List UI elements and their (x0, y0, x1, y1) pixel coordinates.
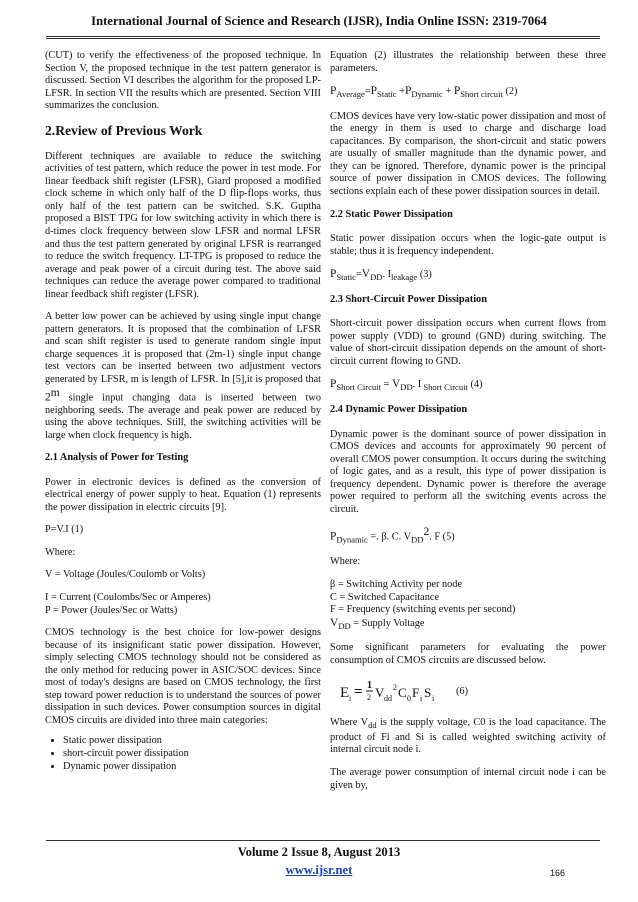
bullet-list (45, 735, 321, 773)
definition: C = Switched Capacitance (330, 591, 440, 603)
eq6-s-sub: i (432, 694, 435, 704)
paragraph: CMOS devices have very low-static power dissipation and most of the energy in them is used to charge and discharge load capacitances. By comparison, the short-circuit and static powers are usually of smaller magnitude than the dynamic power, and they can be ignored. Therefore, dynamic power is the principal source of power dissipation in CMOS devices. The following sections explain each of these power dissipation sources in detail. (330, 110, 606, 197)
footer-rule (46, 840, 600, 841)
equation-5: $P_{Dynamic}$ =. β. C. $V_{DD}^2$. F (5) (330, 526, 455, 545)
paragraph: A better low power can be achieved by using single input change pattern generators. It is proposed that the combination of LFSR and scan shift register is used to generate random single input charge sequences .it is proposed that (2m-1) single input change test vectors can be inserted between two adjustment vectors generated by LFSR, m is length of LFSR. In [5],it is proposed that 2$^m$ single input changing data is inserted between two neighboring seeds. The average and peak power are reduced by using the above techniques. Still, the switching activities will be large when clock frequency is high. (45, 311, 321, 441)
eq6-s: S (424, 685, 432, 701)
equation-4: $P_{Short Circuit} = V_{DD}$. I $_{Short Circuit}$ (4) (330, 378, 483, 393)
eq6-c: C (398, 685, 407, 701)
eq6-numerator: 1 (367, 680, 372, 692)
definition: β = Switching Activity per node (330, 579, 463, 591)
journal-header: International Journal of Science and Research (IJSR), India Online ISSN: 2319-7064 (91, 14, 547, 28)
paragraph: (CUT) to verify the effectiveness of the proposed technique. In Section V, the proposed technique in the test pattern generator is discussed. Section VI describes the algorithm for the proposed LP-LFSR. In section VII the results which are presented. Section VIII summarizes the conclusion. (45, 50, 321, 112)
paragraph: Some significant parameters for evaluating the power consumption of CMOS circuits are discussed below. (330, 642, 606, 666)
header-rule (46, 36, 600, 39)
list-item: • short-circuit power dissipation (63, 748, 321, 761)
energy-formula-graphic (338, 677, 448, 707)
definition: V = Voltage (Joules/Coulomb or Volts) (45, 569, 206, 581)
eq6-e-sub: i (349, 694, 352, 704)
subsection-heading: 2.3 Short-Circuit Power Dissipation (330, 293, 487, 305)
eq6-c-sub: 0 (407, 694, 411, 704)
subsection-heading: 2.4 Dynamic Power Dissipation (330, 404, 468, 416)
paragraph: Equation (2) illustrates the relationship between these three parameters. (330, 50, 606, 74)
page-number: 166 (550, 868, 566, 878)
eq6-equals: = (354, 684, 363, 701)
eq6-denominator: 2 (367, 693, 371, 703)
definition: F = Frequency (switching events per second) (330, 604, 516, 616)
eq6-f: F (412, 685, 420, 701)
section-heading: 2.Review of Previous Work (45, 122, 203, 138)
paragraph: Where $V_{dd}$ is the supply voltage, C0 is the load capacitance. The product of Fi and Si is called weighted switching activity of internal circuit node i. (330, 717, 606, 756)
paragraph: Short-circuit power dissipation occurs when current flows from power supply (VDD) to ground (GND) during switching. The value of short-circuit dissipation depends on the amount of short- circuit current flowing to GND. (330, 318, 606, 367)
paragraph: Static power dissipation occurs when the logic-gate output is stable; thus it is frequency independent. (330, 233, 606, 257)
right-column (330, 50, 606, 802)
where-label: Where: (330, 556, 361, 568)
eq6-e: E (340, 685, 350, 702)
eq6-v: V (375, 685, 385, 701)
equation-number: (6) (456, 686, 469, 698)
eq6-f-sub: i (420, 694, 423, 704)
subsection-heading: 2.2 Static Power Dissipation (330, 208, 453, 220)
eq6-v-sq: 2 (393, 683, 397, 693)
paragraph: Different techniques are available to reduce the switching activities of test pattern, which reduce the power in test mode. For linear feedback shift register (LFSR), Giard proposed a modified clock scheme in which only half of the D flip-flops works, thus only half of the test pattern can be switched. S.K. Guptha proposed a BIST TPG for low switching activity in which there is d-times clock frequency between slow LFSR and normal LFSR and thus the test pattern generated by original LFSR is rearranged to reduce the switch frequency. LT-TPG is proposed to reduce the average and peak power of a circuit during test. The above said techniques can reduce the average power compared to traditional linear feedback shift register (LFSR). (45, 150, 321, 300)
paragraph: The average power consumption of internal circuit node i can be given by, (330, 767, 606, 791)
footer-url-link[interactable]: www.ijsr.net (285, 863, 353, 877)
eq6-v-sub: dd (384, 694, 392, 704)
equation-2: $P_{Average}=P_{Static} +P_{Dynamic} + P_{Short circuit}$ (2) (330, 85, 518, 100)
footer-volume: Volume 2 Issue 8, August 2013 (237, 845, 401, 859)
definition: $V_{DD}$ = Supply Voltage (330, 616, 425, 631)
paragraph: CMOS technology is the best choice for low-power designs because of its insignificant static power dissipation. However, simply selecting CMOS technology should not be considered as the only method for reducing power in ASIC/SOC devices. Since most of today's designs are based on CMOS technology, the first step toward power reduction is to understand the sources of power dissipation in such devices. Power consumption sources in digital CMOS circuits are divided into three main categories: (45, 627, 321, 726)
equation-3: $P_{Static}=V_{DD}$. $I_{leakage}$ (3) (330, 268, 432, 283)
equation-1: P=V.I (1) (45, 524, 84, 536)
definition: I = Current (Coulombs/Sec or Amperes) (45, 592, 211, 604)
left-column (45, 50, 321, 773)
list-item: • Dynamic power dissipation (63, 761, 321, 774)
subsection-heading: 2.1 Analysis of Power for Testing (45, 452, 189, 464)
paragraph: Power in electronic devices is defined as the conversion of electrical energy of power supply to heat. Equation (1) represents the power dissipation in electric circuits [9]. (45, 476, 321, 513)
where-label: Where: (45, 546, 76, 558)
equation-6 (338, 677, 606, 707)
list-item: • Static power dissipation (63, 735, 321, 748)
definition: P = Power (Joules/Sec or Watts) (45, 604, 178, 616)
paragraph: Dynamic power is the dominant source of power dissipation in CMOS devices and accounts for approximately 90 percent of overall CMOS power consumption. It occurs during the switching of logic gates, and as a result, this type of power dissipation is frequency dependent. Dynamic power is therefore the average power required to perform all the switching events across the circuit. (330, 428, 606, 515)
